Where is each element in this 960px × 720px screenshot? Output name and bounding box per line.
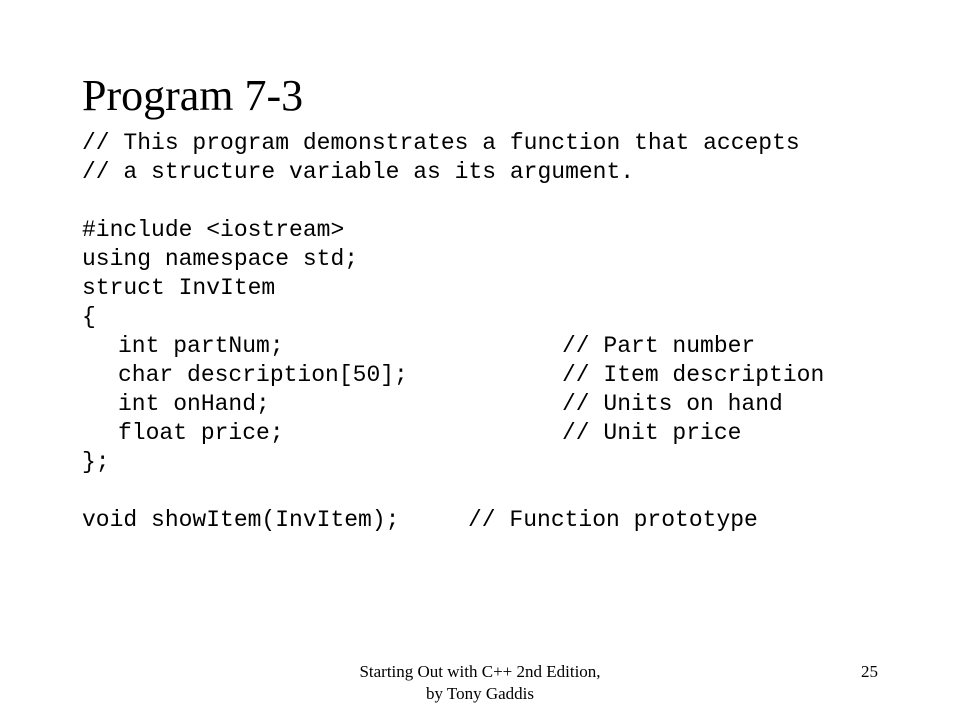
code-line-using xyxy=(82,245,359,274)
code-line-include xyxy=(82,216,345,245)
code-line-price xyxy=(82,419,842,448)
code-comment: // Item description xyxy=(562,362,825,388)
code-text: using namespace std; xyxy=(82,246,359,272)
code-line-description xyxy=(82,361,842,390)
code-comment: // Function prototype xyxy=(468,507,758,533)
code-text: int onHand; xyxy=(118,391,270,417)
code-text: char description[50]; xyxy=(118,362,408,388)
code-comment: // Unit price xyxy=(562,420,742,446)
code-text: float price; xyxy=(118,420,284,446)
code-line-prototype xyxy=(82,506,842,535)
code-text: #include <iostream> xyxy=(82,217,345,243)
code-text: struct InvItem xyxy=(82,275,276,301)
code-line-struct xyxy=(82,274,276,303)
code-line-comment-2 xyxy=(82,158,635,187)
code-line-partnum xyxy=(82,332,842,361)
footer-author: by Tony Gaddis xyxy=(425,684,535,703)
code-line-onhand xyxy=(82,390,842,419)
page-number: 25 xyxy=(861,662,878,681)
slide-title: Program 7-3 xyxy=(82,71,304,120)
footer-book-credit xyxy=(330,661,630,705)
code-line-comment-1 xyxy=(82,129,800,158)
code-line-open-brace xyxy=(82,303,165,332)
code-line-close-brace xyxy=(82,448,165,477)
code-text: }; xyxy=(82,449,110,475)
code-comment: // Units on hand xyxy=(562,391,783,417)
code-text: int partNum; xyxy=(118,333,284,359)
footer-book-title: Starting Out with C++ 2nd Edition, xyxy=(359,662,601,681)
code-text: // a structure variable as its argument. xyxy=(82,159,635,185)
code-text: void showItem(InvItem); xyxy=(82,507,400,533)
code-text: { xyxy=(82,304,96,330)
code-text: // This program demonstrates a function that accepts xyxy=(82,130,800,156)
code-comment: // Part number xyxy=(562,333,756,359)
